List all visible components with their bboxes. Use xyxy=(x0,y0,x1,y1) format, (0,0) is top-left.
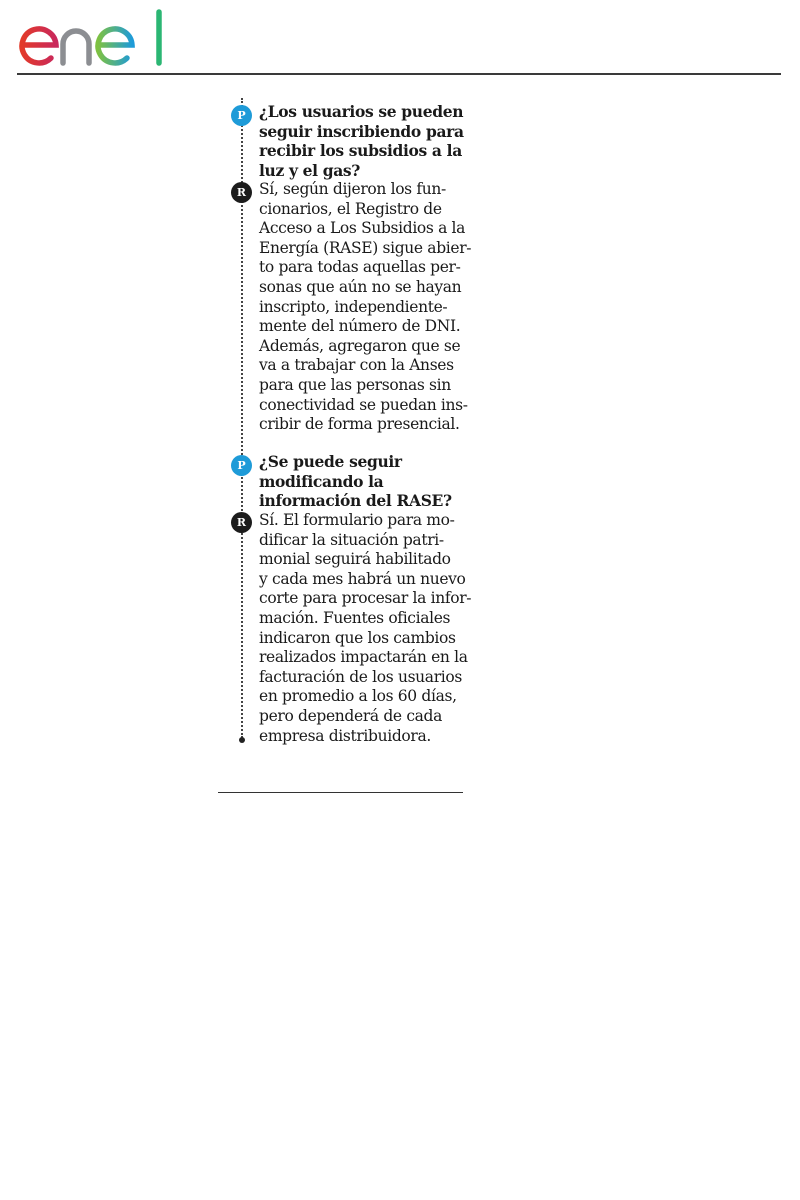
column-bottom-rule xyxy=(218,792,463,793)
enel-logo xyxy=(18,8,170,66)
header-divider xyxy=(17,73,781,75)
answer-2: Sí. El formulario para mo- dificar la situación patri- monial seguirá habilitado y cada mes habrá un nuevo corte para procesar la infor- mación. Fuentes oficiales indicaron que los cambios realizados impactarán en la facturación de los usuarios en promedio a los 60 días, pero dependerá de cada empresa distribuidora. xyxy=(259,511,472,745)
timeline-end-dot xyxy=(239,737,245,743)
question-badge-1: P xyxy=(231,105,252,126)
question-badge-2: P xyxy=(231,455,252,476)
question-1: ¿Los usuarios se pueden seguir inscribiendo para recibir los subsidios a la luz y el gas? xyxy=(259,102,464,180)
question-2: ¿Se puede seguir modificando la información del RASE? xyxy=(259,452,452,511)
answer-badge-1: R xyxy=(231,182,252,203)
answer-1: Sí, según dijeron los fun- cionarios, el Registro de Acceso a Los Subsidios a la Energía (RASE) sigue abier- to para todas aquellas per- sonas que aún no se hayan inscripto, independiente- mente del número de DNI. Además, agregaron que se va a trabajar con la Anses para que las personas sin conectividad se puedan ins- cribir de forma presencial. xyxy=(259,180,472,434)
answer-badge-2: R xyxy=(231,512,252,533)
